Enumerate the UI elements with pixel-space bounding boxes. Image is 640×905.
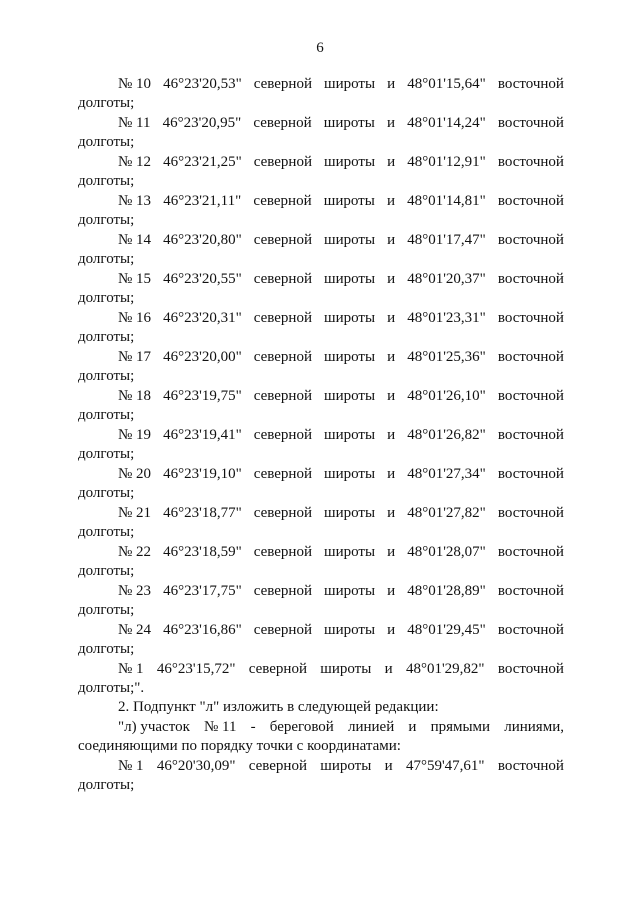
point-number: № 22	[118, 544, 152, 560]
latitude-value: 46°20'30,09"	[156, 758, 236, 774]
east-word: восточной	[497, 76, 564, 92]
point-number: № 18	[118, 388, 152, 404]
coordinate-item	[78, 113, 564, 152]
longitude-word: долготы;	[78, 173, 135, 189]
and-word: и	[387, 271, 396, 287]
subpoint-l-line1	[78, 717, 564, 737]
paragraph-2: 2. Подпункт "л" изложить в следующей редакции:	[118, 699, 439, 715]
latitude-value: 46°23'20,00"	[163, 349, 242, 365]
coordinate-item	[78, 620, 564, 659]
coordinate-item	[78, 503, 564, 542]
longitude-word-end: долготы;".	[78, 680, 145, 696]
longitude-word: долготы;	[78, 563, 135, 579]
latitude-word: широты	[324, 466, 376, 482]
latitude-word: широты	[324, 388, 376, 404]
longitude-word: долготы;	[78, 290, 135, 306]
north-word: северной	[253, 76, 312, 92]
coordinate-item	[78, 308, 564, 347]
latitude-value: 46°23'20,55"	[163, 271, 242, 287]
longitude-value: 48°01'14,24"	[407, 115, 486, 131]
coordinate-list	[78, 74, 564, 659]
longitude-value: 48°01'15,64"	[407, 76, 486, 92]
longitude-value: 48°01'26,82"	[407, 427, 486, 443]
north-word: северной	[253, 232, 312, 248]
latitude-word: широты	[324, 427, 376, 443]
coordinate-item	[78, 152, 564, 191]
latitude-value: 46°23'19,10"	[163, 466, 242, 482]
point-number: № 14	[118, 232, 152, 248]
latitude-value: 46°23'21,25"	[163, 154, 242, 170]
latitude-value: 46°23'19,75"	[163, 388, 242, 404]
north-word: северной	[253, 349, 312, 365]
longitude-word: долготы;	[78, 95, 135, 111]
latitude-value: 46°23'15,72"	[156, 661, 236, 677]
and-word: и	[387, 388, 396, 404]
and-word: и	[387, 466, 396, 482]
latitude-value: 46°23'21,11"	[163, 193, 242, 209]
east-word: восточной	[497, 622, 564, 638]
latitude-word: широты	[324, 232, 376, 248]
east-word: восточной	[497, 310, 564, 326]
closing-coordinate-item	[78, 659, 564, 698]
coordinate-item	[78, 230, 564, 269]
longitude-word: долготы;	[78, 524, 135, 540]
east-word: восточной	[497, 193, 564, 209]
latitude-word: широты	[320, 661, 372, 677]
north-word: северной	[253, 154, 312, 170]
latitude-value: 46°23'18,59"	[163, 544, 242, 560]
coordinate-item	[78, 464, 564, 503]
longitude-value: 48°01'14,81"	[407, 193, 486, 209]
subpoint-l-word: "л) участок	[118, 719, 190, 735]
coordinate-item	[78, 425, 564, 464]
subpoint-l-word: № 11	[204, 719, 237, 735]
east-word: восточной	[497, 544, 564, 560]
latitude-value: 46°23'19,41"	[163, 427, 242, 443]
north-word: северной	[253, 310, 312, 326]
and-word: и	[387, 310, 396, 326]
subpoint-l-word: линиями,	[504, 719, 564, 735]
latitude-word: широты	[324, 271, 376, 287]
longitude-word: долготы;	[78, 212, 135, 228]
north-word: северной	[253, 583, 312, 599]
point-number: № 21	[118, 505, 152, 521]
and-word: и	[387, 622, 396, 638]
east-word: восточной	[497, 427, 564, 443]
point-number: № 23	[118, 583, 152, 599]
latitude-word: широты	[324, 622, 376, 638]
longitude-word: долготы;	[78, 641, 135, 657]
longitude-value: 48°01'25,36"	[407, 349, 486, 365]
point-number: № 10	[118, 76, 152, 92]
point-number: № 12	[118, 154, 152, 170]
latitude-value: 46°23'20,53"	[163, 76, 242, 92]
point-number: № 15	[118, 271, 152, 287]
and-word: и	[386, 115, 395, 131]
north-word: северной	[253, 388, 312, 404]
longitude-word: долготы;	[78, 368, 135, 384]
east-word: восточной	[497, 583, 564, 599]
coordinate-item	[78, 581, 564, 620]
latitude-value: 46°23'16,86"	[163, 622, 242, 638]
and-word: и	[387, 505, 396, 521]
and-word: и	[384, 661, 393, 677]
north-word: северной	[253, 427, 312, 443]
latitude-value: 46°23'20,31"	[163, 310, 242, 326]
latitude-word: широты	[324, 505, 376, 521]
point-number: № 24	[118, 622, 152, 638]
east-word: восточной	[497, 388, 564, 404]
longitude-word: долготы;	[78, 134, 135, 150]
north-word: северной	[253, 115, 312, 131]
new-coordinate-item	[78, 756, 564, 795]
and-word: и	[387, 349, 396, 365]
longitude-value: 48°01'17,47"	[407, 232, 486, 248]
longitude-word: долготы;	[78, 446, 135, 462]
and-word: и	[387, 583, 396, 599]
and-word: и	[387, 76, 396, 92]
east-word: восточной	[497, 271, 564, 287]
latitude-value: 46°23'18,77"	[163, 505, 242, 521]
coordinate-item	[78, 386, 564, 425]
longitude-word: долготы;	[78, 485, 135, 501]
latitude-word: широты	[323, 193, 375, 209]
latitude-word: широты	[323, 115, 375, 131]
point-number: № 1	[118, 758, 144, 774]
east-word: восточной	[497, 232, 564, 248]
latitude-value: 46°23'17,75"	[163, 583, 242, 599]
longitude-word: долготы;	[78, 407, 135, 423]
latitude-word: широты	[324, 154, 376, 170]
longitude-value: 48°01'28,89"	[407, 583, 486, 599]
east-word: восточной	[497, 758, 564, 774]
subpoint-l-word: береговой	[269, 719, 334, 735]
latitude-word: широты	[324, 76, 376, 92]
longitude-value: 48°01'28,07"	[407, 544, 486, 560]
subpoint-l-line2: соединяющими по порядку точки с координатами:	[78, 738, 401, 754]
latitude-value: 46°23'20,80"	[163, 232, 242, 248]
longitude-value: 48°01'27,82"	[407, 505, 486, 521]
north-word: северной	[253, 622, 312, 638]
latitude-word: широты	[324, 583, 376, 599]
latitude-word: широты	[324, 310, 376, 326]
point-number: № 1	[118, 661, 144, 677]
longitude-word: долготы;	[78, 329, 135, 345]
point-number: № 16	[118, 310, 152, 326]
point-number: № 13	[118, 193, 152, 209]
coordinate-item	[78, 191, 564, 230]
east-word: восточной	[497, 154, 564, 170]
coordinate-item	[78, 74, 564, 113]
page-number: 6	[316, 40, 324, 56]
coordinate-item	[78, 347, 564, 386]
longitude-value: 48°01'29,82"	[405, 661, 485, 677]
latitude-value: 46°23'20,95"	[162, 115, 242, 131]
and-word: и	[387, 544, 396, 560]
north-word: северной	[253, 193, 312, 209]
longitude-value: 48°01'12,91"	[407, 154, 486, 170]
north-word: северной	[248, 661, 307, 677]
point-number: № 19	[118, 427, 152, 443]
latitude-word: широты	[324, 349, 376, 365]
point-number: № 17	[118, 349, 152, 365]
coordinate-item	[78, 269, 564, 308]
east-word: восточной	[497, 661, 564, 677]
east-word: восточной	[497, 505, 564, 521]
subpoint-l-word: -	[250, 719, 256, 735]
document-body	[78, 74, 564, 795]
subpoint-l-word: прямыми	[430, 719, 491, 735]
and-word: и	[384, 758, 393, 774]
longitude-value: 48°01'27,34"	[407, 466, 486, 482]
longitude-value: 47°59'47,61"	[405, 758, 485, 774]
longitude-word: долготы;	[78, 251, 135, 267]
and-word: и	[387, 154, 396, 170]
and-word: и	[387, 232, 396, 248]
longitude-value: 48°01'29,45"	[407, 622, 486, 638]
north-word: северной	[253, 271, 312, 287]
coordinate-item	[78, 542, 564, 581]
east-word: восточной	[497, 466, 564, 482]
and-word: и	[386, 193, 395, 209]
longitude-value: 48°01'23,31"	[407, 310, 486, 326]
latitude-word: широты	[320, 758, 372, 774]
latitude-word: широты	[324, 544, 376, 560]
point-number: № 20	[118, 466, 152, 482]
north-word: северной	[253, 466, 312, 482]
and-word: и	[387, 427, 396, 443]
longitude-word: долготы;	[78, 602, 135, 618]
north-word: северной	[253, 505, 312, 521]
east-word: восточной	[497, 349, 564, 365]
subpoint-l-word: и	[408, 719, 417, 735]
longitude-value: 48°01'20,37"	[407, 271, 486, 287]
east-word: восточной	[497, 115, 564, 131]
subpoint-l-word: линией	[347, 719, 395, 735]
longitude-word: долготы;	[78, 777, 135, 793]
north-word: северной	[253, 544, 312, 560]
point-number: № 11	[118, 115, 151, 131]
longitude-value: 48°01'26,10"	[407, 388, 486, 404]
north-word: северной	[248, 758, 307, 774]
